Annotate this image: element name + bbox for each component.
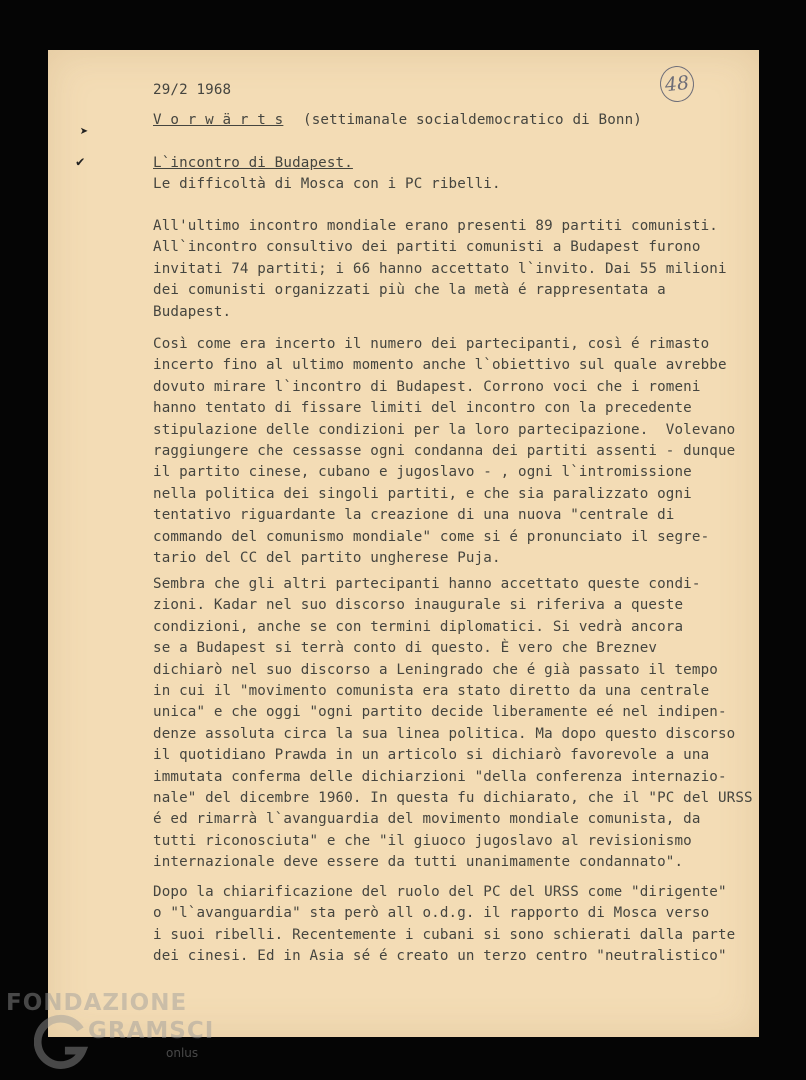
text-line: raggiungere che cessasse ogni condanna dei partiti assenti - dunque	[153, 443, 736, 459]
text-line: dei comunisti organizzati più che la metà é rappresentata a	[153, 282, 666, 299]
text-line: denze assoluta circa la sua linea politica. Ma dopo questo discorso	[153, 725, 736, 742]
text-line: i suoi ribelli. Recentemente i cubani si sono schierati dalla parte	[153, 926, 736, 943]
text-line: Così come era incerto il numero dei partecipanti, così é rimasto	[153, 336, 710, 352]
text-line: All`incontro consultivo dei partiti comunisti a Budapest furono	[153, 239, 701, 256]
text-line: il partito cinese, cubano e jugoslavo - , ogni l`intromissione	[153, 464, 692, 481]
text-line: nella politica dei singoli partiti, e che sia paralizzato ogni	[153, 485, 692, 502]
watermark-line1: FONDAZIONE	[6, 990, 188, 1016]
text-line: incerto fino al ultimo momento anche l`obiettivo sul quale avrebbe	[153, 357, 727, 374]
source-title: V o r w ä r t s	[153, 112, 284, 128]
article-title: L`incontro di Budapest.	[153, 155, 353, 171]
margin-mark-arrow: ➤	[80, 124, 89, 140]
text-line: dei cinesi. Ed in Asia sé é creato un terzo centro "neutralistico"	[153, 948, 727, 965]
text-line: o "l`avanguardia" sta però all o.d.g. il rapporto di Mosca verso	[153, 905, 710, 922]
text-line: tentativo riguardante la creazione di una nuova "centrale di	[153, 507, 675, 524]
text-line: invitati 74 partiti; i 66 hanno accettato l`invito. Dai 55 milioni	[153, 260, 727, 277]
gramsci-logo-icon	[34, 1012, 92, 1070]
text-line: nale" del dicembre 1960. In questa fu dichiarato, che il "PC del URSS	[153, 790, 753, 806]
text-line: il quotidiano Prawda in un articolo si dichiarò favorevole a una	[153, 747, 710, 764]
text-line: internazionale deve essere da tutti unanimamente condannato".	[153, 854, 684, 871]
text-line: tutti riconosciuta" e che "il giuoco jugoslavo al revisionismo	[153, 832, 692, 849]
text-line: stipulazione delle condizioni per la loro partecipazione. Volevano	[153, 421, 736, 438]
text-line: commando del comunismo mondiale" come si é pronunciato il segre-	[153, 528, 710, 545]
text-line: é ed rimarrà l`avanguardia del movimento mondiale comunista, da	[153, 811, 701, 828]
document-date: 29/2 1968	[153, 82, 232, 98]
watermark-line3: onlus	[166, 1046, 199, 1060]
text-line: Sembra che gli altri partecipanti hanno accettato queste condi-	[153, 576, 701, 592]
margin-mark-tick: ✔	[76, 154, 85, 170]
text-line: dichiarò nel suo discorso a Leningrado che é già passato il tempo	[153, 661, 718, 678]
text-line: Dopo la chiarificazione del ruolo del PC del URSS come "dirigente"	[153, 884, 727, 900]
text-line: immutata conferma delle dichiarzioni "della conferenza internazio-	[153, 768, 727, 785]
text-line: hanno tentato di fissare limiti del incontro con la precedente	[153, 400, 692, 417]
text-line: unica" e che oggi "ogni partito decide liberamente eé nel indipen-	[153, 704, 727, 721]
text-line: se a Budapest si terrà conto di questo. È vero che Breznev	[153, 640, 658, 657]
source-description: (settimanale socialdemocratico di Bonn)	[303, 112, 642, 128]
watermark	[6, 990, 215, 1075]
text-line: condizioni, anche se con termini diplomatici. Si vedrà ancora	[153, 618, 684, 635]
text-line: Budapest.	[153, 303, 232, 320]
text-line: tario del CC del partito ungherese Puja.	[153, 550, 501, 566]
watermark-line2: GRAMSCI	[88, 1018, 215, 1044]
text-line: All'ultimo incontro mondiale erano presenti 89 partiti comunisti.	[153, 218, 718, 234]
text-line: zioni. Kadar nel suo discorso inaugurale si riferiva a queste	[153, 597, 684, 614]
text-line: in cui il "movimento comunista era stato diretto da una centrale	[153, 683, 710, 699]
folio-number: 48	[658, 64, 696, 103]
text-line: dovuto mirare l`incontro di Budapest. Corrono voci che i romeni	[153, 378, 701, 395]
article-subtitle: Le difficoltà di Mosca con i PC ribelli.	[153, 176, 501, 192]
